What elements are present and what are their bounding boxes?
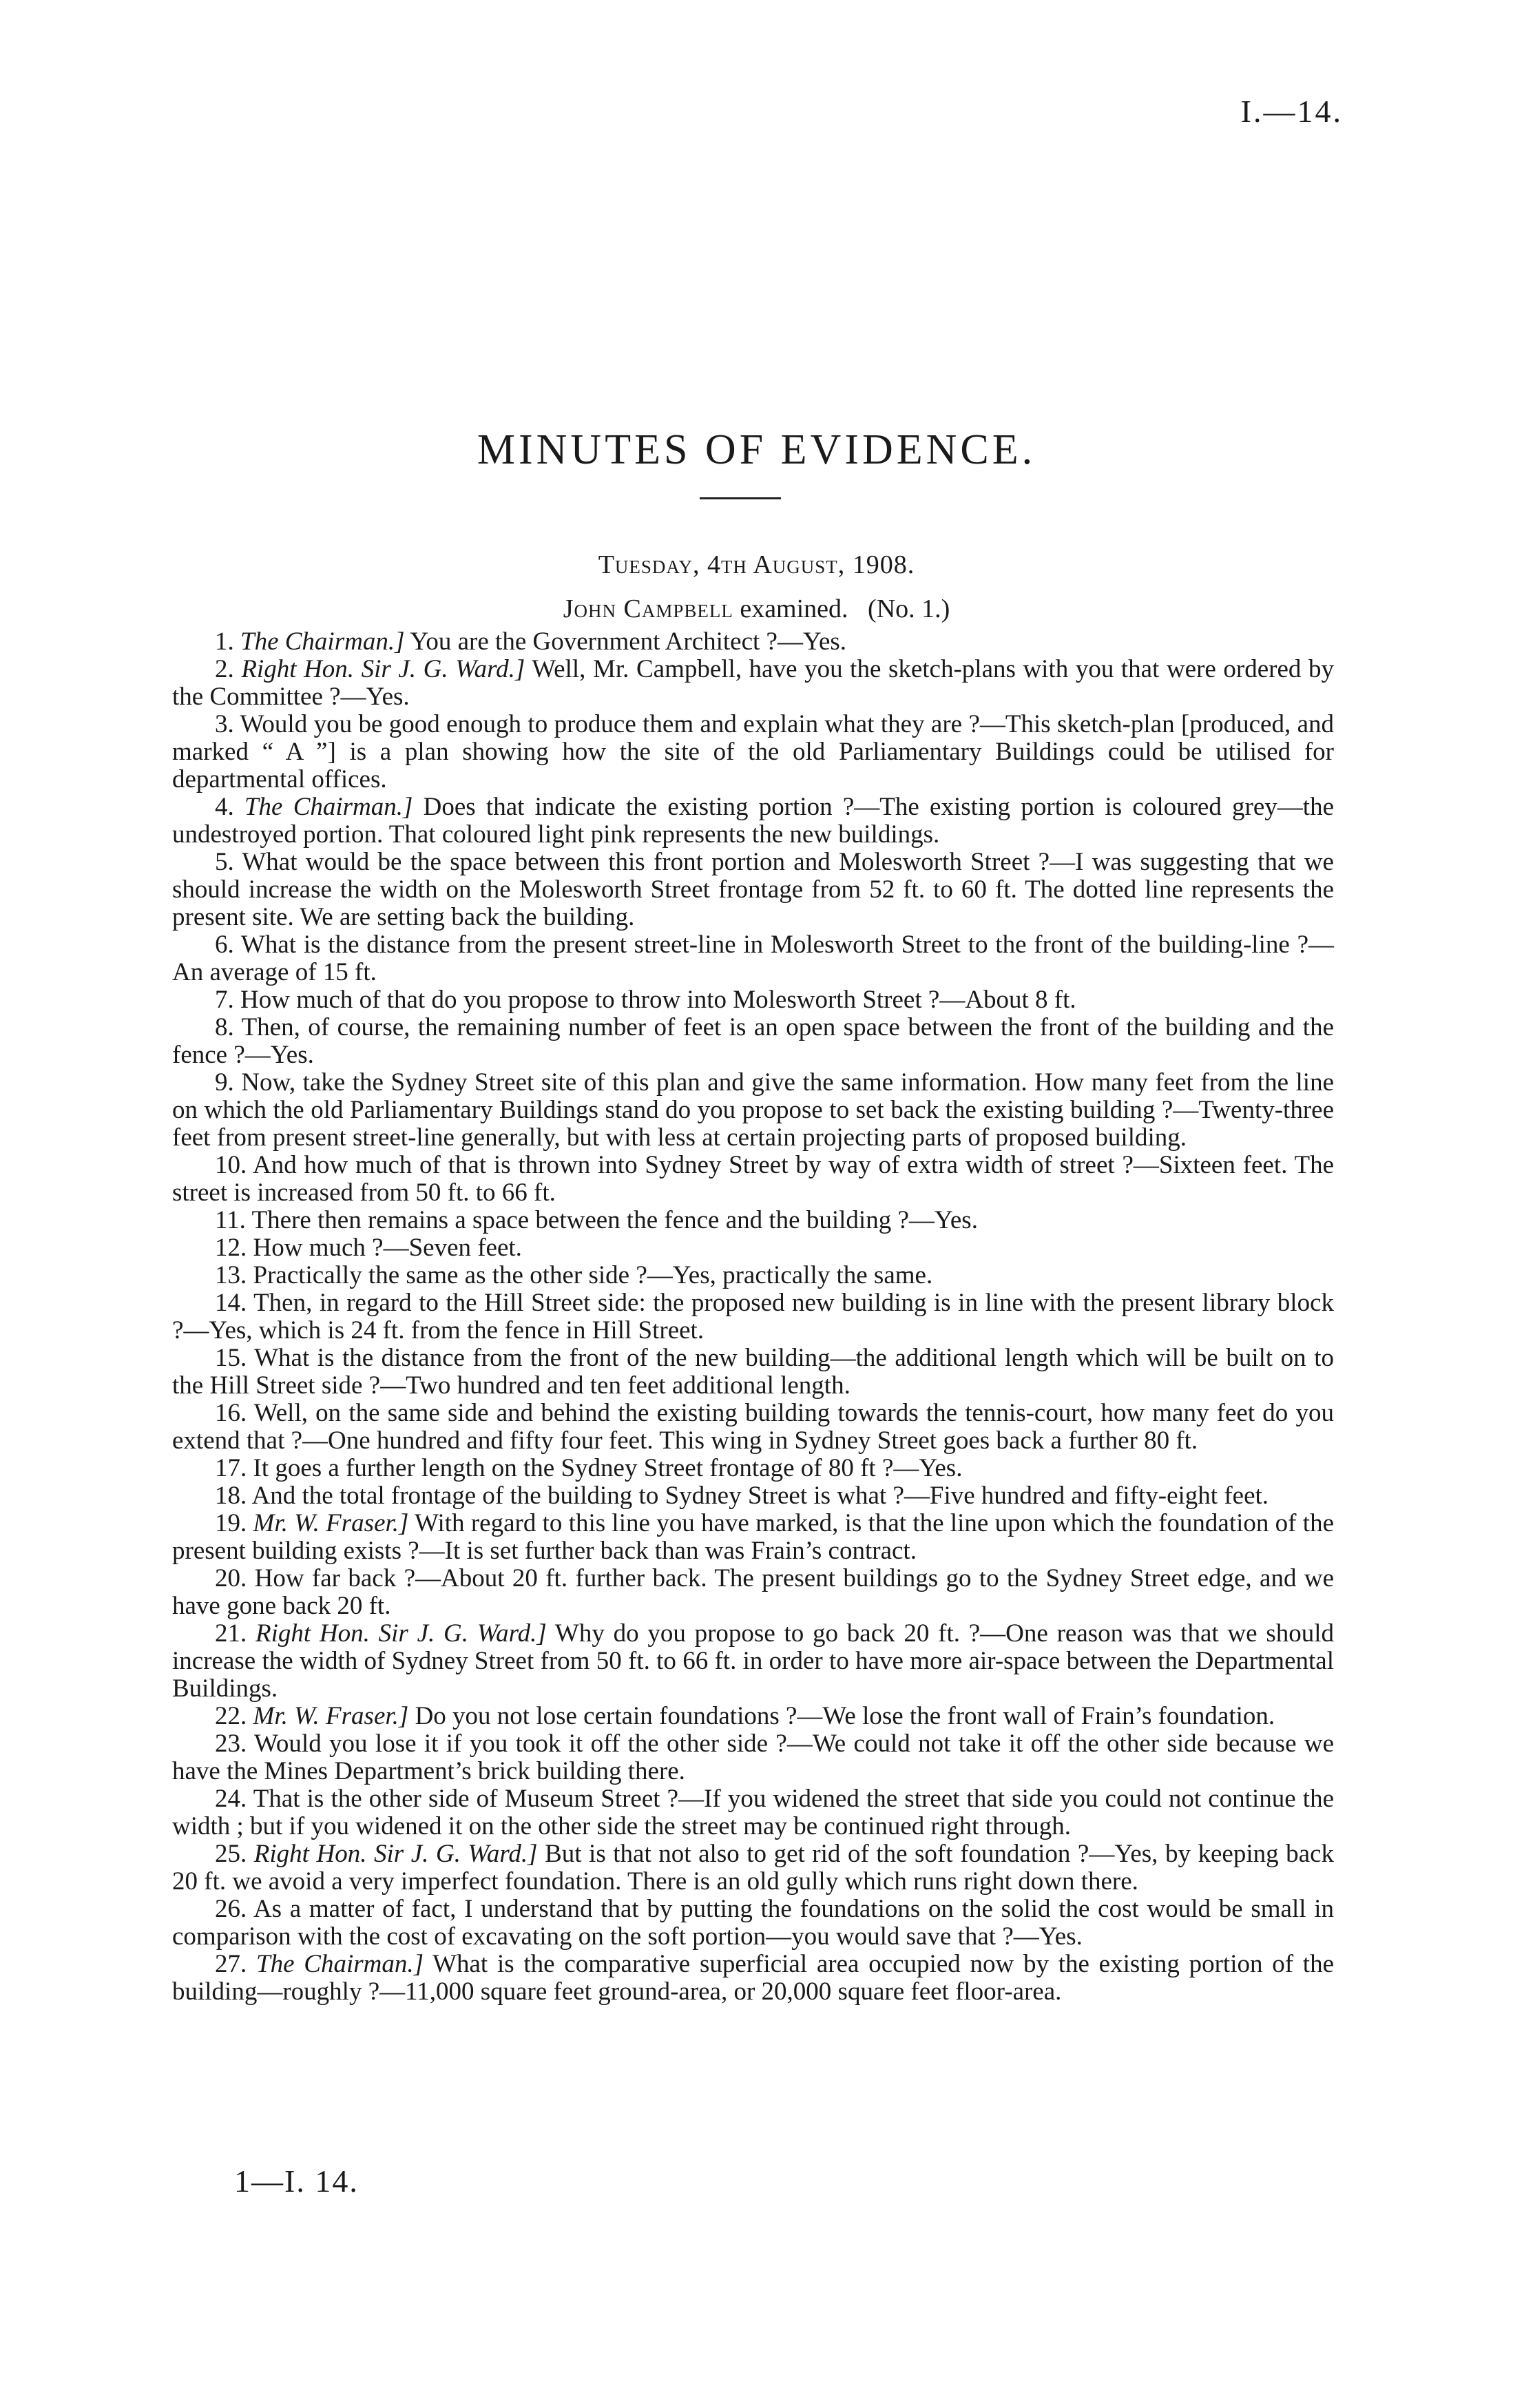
question-paragraph: [172, 1840, 1334, 1896]
witness-line: [0, 594, 1513, 624]
question-number: 10.: [215, 1151, 247, 1179]
question-number: 16.: [215, 1399, 247, 1427]
question-number: 15.: [215, 1344, 247, 1372]
question-number: 2.: [215, 655, 234, 683]
question-paragraph: [172, 1482, 1334, 1510]
question-text: And the total frontage of the building to Sydney Street is what ?—Five hundred and fifty-eight feet.: [251, 1482, 1269, 1510]
witness-number: (No. 1.): [868, 594, 950, 623]
question-paragraph: [172, 1207, 1334, 1234]
question-number: 11.: [215, 1206, 246, 1234]
question-paragraph: [172, 1069, 1334, 1152]
question-paragraph: [172, 1400, 1334, 1455]
speaker: Right Hon. Sir J. G. Ward.]: [253, 1840, 538, 1868]
question-number: 7.: [215, 986, 234, 1014]
question-text: Now, take the Sydney Street site of this plan and give the same information. How many feet from the line on which the old Parliamentary Buildings stand do you propose to set back the existing building ?—Twenty-three feet from present street-line generally, but with less at certain projecting parts of proposed building.: [172, 1068, 1335, 1152]
question-paragraph: [172, 1703, 1334, 1730]
witness-examined: examined.: [740, 594, 848, 623]
question-number: 14.: [215, 1289, 247, 1317]
question-text: Do you not lose certain foundations ?—We lose the front wall of Frain’s foundation.: [408, 1702, 1275, 1730]
question-text: You are the Government Architect ?—Yes.: [404, 627, 847, 656]
witness-name: John Campbell: [563, 594, 733, 623]
question-text: There then remains a space between the fence and the building ?—Yes.: [251, 1206, 978, 1234]
question-text: Then, of course, the remaining number of feet is an open space between the front of the building and the fence ?—Yes.: [172, 1013, 1334, 1069]
question-paragraph: [172, 1510, 1334, 1565]
question-number: 5.: [215, 848, 234, 876]
question-number: 3.: [215, 710, 234, 738]
question-paragraph: [172, 1620, 1334, 1703]
question-paragraph: [172, 1455, 1334, 1482]
question-number: 8.: [215, 1013, 234, 1041]
page-reference: I.—14.: [1240, 94, 1343, 129]
question-number: 1.: [215, 627, 234, 656]
question-paragraph: [172, 1262, 1334, 1289]
sitting-date: Tuesday, 4th August, 1908.: [598, 550, 915, 579]
question-paragraph: [172, 1951, 1334, 2006]
question-text: What is the distance from the front of the new building—the additional length which will be built on to the Hill Street side ?—Two hundred and ten feet additional length.: [172, 1344, 1334, 1400]
speaker: The Chairman.]: [244, 793, 413, 821]
question-text: With regard to this line you have marked, is that the line upon which the foundation of the present building exists ?—It is set further back than was Frain’s contract.: [172, 1509, 1334, 1565]
question-paragraph: [172, 986, 1334, 1014]
question-text: What is the comparative superficial area occupied now by the existing portion of the building—roughly ?—11,000 square feet ground-area, or 20,000 square feet floor-area.: [172, 1950, 1334, 2006]
question-paragraph: [172, 1345, 1334, 1400]
question-number: 21.: [215, 1619, 247, 1648]
question-paragraph: [172, 931, 1334, 986]
question-paragraph: [172, 849, 1334, 931]
question-paragraph: [172, 1234, 1334, 1262]
speaker: Right Hon. Sir J. G. Ward.]: [241, 655, 525, 683]
question-paragraph: [172, 1014, 1334, 1069]
question-text: Would you lose it if you took it off the other side ?—We could not take it off the other side because we have the Mines Department’s brick building there.: [172, 1730, 1334, 1785]
question-number: 24.: [215, 1785, 247, 1813]
question-number: 18.: [215, 1482, 247, 1510]
speaker: The Chairman.]: [240, 627, 405, 656]
speaker: Mr. W. Fraser.]: [253, 1702, 409, 1730]
question-text: It goes a further length on the Sydney Street frontage of 80 ft ?—Yes.: [253, 1454, 963, 1482]
question-text: How far back ?—About 20 ft. further back. The present buildings go to the Sydney Street edge, and we have gone back 20 ft.: [172, 1564, 1334, 1620]
question-text: Practically the same as the other side ?—Yes, practically the same.: [253, 1261, 933, 1289]
question-text: What would be the space between this front portion and Molesworth Street ?—I was suggesting that we should increase the width on the Molesworth Street frontage from 52 ft. to 60 ft. The dotted line represents the present site. We are setting back the building.: [172, 848, 1334, 931]
question-text: Why do you propose to go back 20 ft. ?—One reason was that we should increase the width of Sydney Street from 50 ft. to 66 ft. in order to have more air-space between the Departmental Buildings.: [172, 1619, 1334, 1703]
question-number: 23.: [215, 1730, 247, 1758]
question-text: What is the distance from the present street-line in Molesworth Street to the front of the building-line ?—An average of 15 ft.: [172, 931, 1334, 986]
question-paragraph: [172, 793, 1334, 849]
question-text: How much of that do you propose to throw into Molesworth Street ?—About 8 ft.: [240, 986, 1076, 1014]
title-rule: [700, 497, 781, 499]
question-number: 9.: [215, 1068, 234, 1097]
question-number: 19.: [215, 1509, 247, 1537]
question-number: 20.: [215, 1564, 247, 1592]
question-text: But is that not also to get rid of the soft foundation ?—Yes, by keeping back 20 ft. we avoid a very imperfect foundation. There is an old gully which runs right down there.: [172, 1840, 1334, 1896]
question-number: 4.: [215, 793, 234, 821]
speaker: Right Hon. Sir J. G. Ward.]: [255, 1619, 547, 1648]
question-text: And how much of that is thrown into Sydney Street by way of extra width of street ?—Sixteen feet. The street is increased from 50 ft. to 66 ft.: [172, 1151, 1334, 1207]
question-text: Does that indicate the existing portion ?—The existing portion is coloured grey—the undestroyed portion. That coloured light pink represents the new buildings.: [172, 793, 1335, 849]
question-text: Well, Mr. Campbell, have you the sketch-plans with you that were ordered by the Committee ?—Yes.: [172, 655, 1334, 711]
evidence-body: [172, 628, 1334, 2006]
question-paragraph: [172, 711, 1334, 793]
question-paragraph: [172, 628, 1334, 656]
question-paragraph: [172, 1896, 1334, 1951]
question-text: Would you be good enough to produce them and explain what they are ?—This sketch-plan [produced, and marked “ A ”] is a plan showing how the site of the old Parliamentary Buildings could be utilised for departmental offices.: [172, 710, 1334, 793]
question-text: Well, on the same side and behind the existing building towards the tennis-court, how many feet do you extend that ?—One hundred and fifty four feet. This wing in Sydney Street goes back a further 80 ft.: [172, 1399, 1334, 1455]
question-paragraph: [172, 1565, 1334, 1620]
question-number: 26.: [215, 1895, 247, 1923]
speaker: The Chairman.]: [256, 1950, 424, 1978]
question-paragraph: [172, 1152, 1334, 1207]
question-number: 13.: [215, 1261, 247, 1289]
speaker: Mr. W. Fraser.]: [253, 1509, 409, 1537]
question-number: 6.: [215, 931, 234, 959]
question-paragraph: [172, 1730, 1334, 1785]
question-number: 27.: [215, 1950, 247, 1978]
question-text: As a matter of fact, I understand that by putting the foundations on the solid the cost would be small in comparison with the cost of excavating on the soft portion—you would save that ?—Yes.: [172, 1895, 1334, 1951]
question-paragraph: [172, 1289, 1334, 1345]
question-text: How much ?—Seven feet.: [253, 1234, 522, 1262]
question-paragraph: [172, 1785, 1334, 1840]
sheet-reference: 1—I. 14.: [234, 2163, 359, 2199]
question-text: That is the other side of Museum Street ?—If you widened the street that side you could not continue the width ; but if you widened it on the other side the street may be continued right through.: [172, 1785, 1334, 1840]
question-number: 12.: [215, 1234, 247, 1262]
question-number: 17.: [215, 1454, 247, 1482]
question-text: Then, in regard to the Hill Street side: the proposed new building is in line with the present library block ?—Yes, which is 24 ft. from the fence in Hill Street.: [172, 1289, 1334, 1345]
page-title: MINUTES OF EVIDENCE.: [477, 426, 1036, 473]
question-number: 22.: [215, 1702, 247, 1730]
question-paragraph: [172, 656, 1334, 711]
question-number: 25.: [215, 1840, 247, 1868]
